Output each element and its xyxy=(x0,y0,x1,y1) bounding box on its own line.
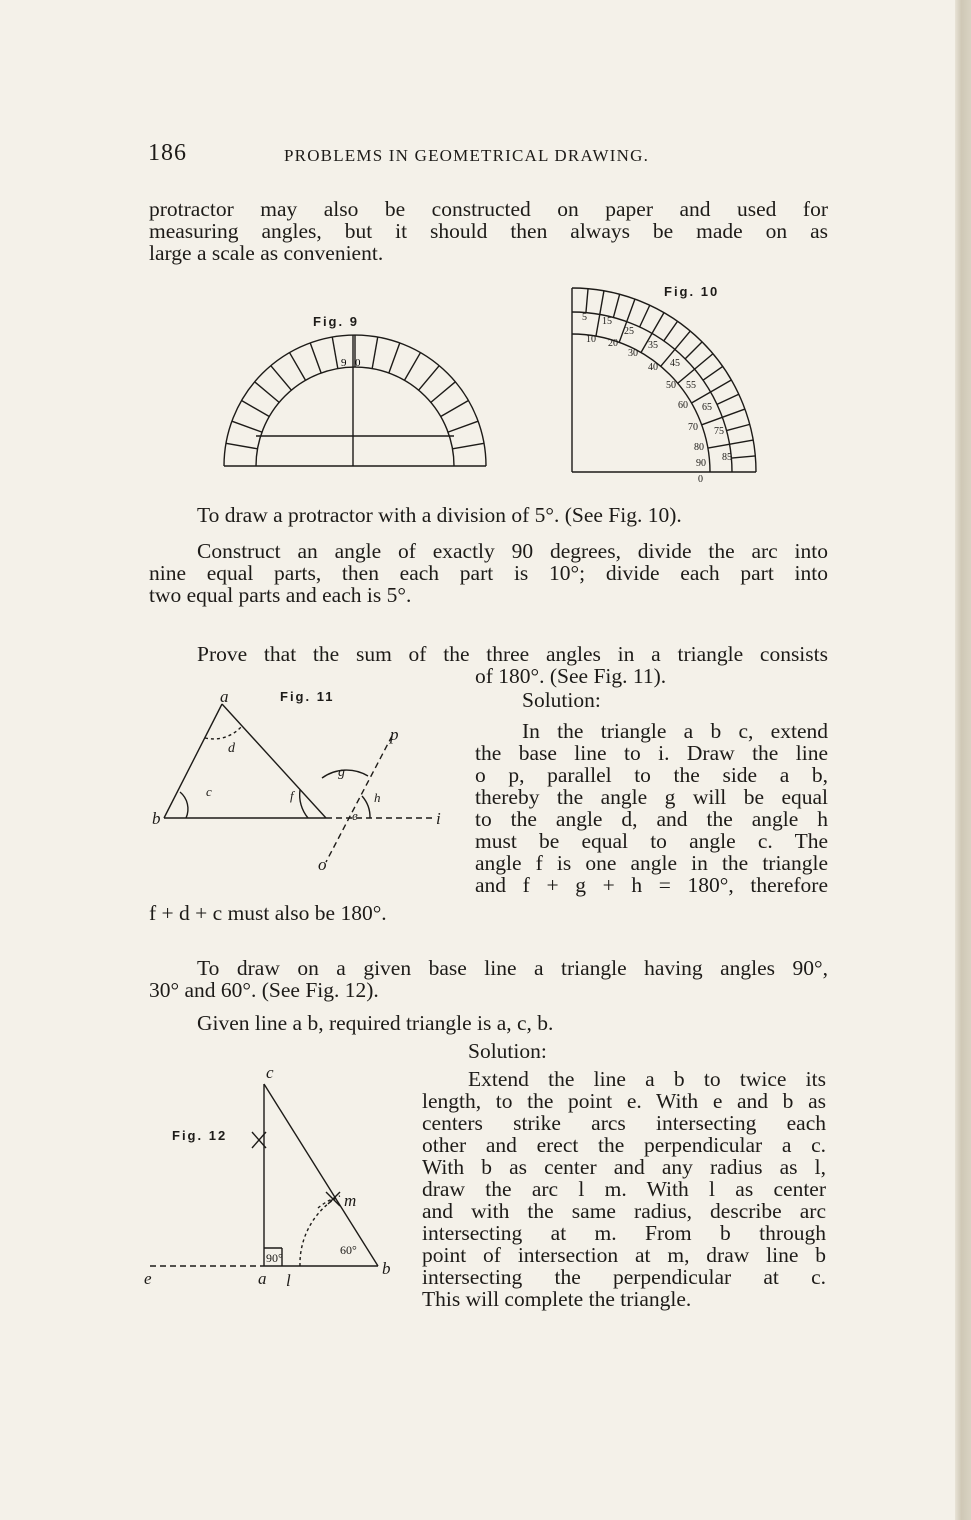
tick-label: 0 xyxy=(698,474,703,484)
text-line: length, to the point e. With e and b as xyxy=(422,1089,826,1113)
text-line: In the triangle a b c, extend xyxy=(522,719,828,743)
division-tick xyxy=(717,394,739,404)
tick-label: 20 xyxy=(608,338,618,349)
tick-label: 65 xyxy=(702,402,712,413)
text-line: With b as center and any radius as l, xyxy=(422,1155,826,1179)
section-title-continued: 30° and 60°. (See Fig. 12). xyxy=(149,978,379,1002)
label-m: m xyxy=(344,1191,357,1210)
division-tick xyxy=(685,342,702,359)
division-tick xyxy=(232,421,262,432)
label-p: p xyxy=(390,725,399,744)
tick-label: 50 xyxy=(666,380,676,391)
figure-caption: Fig. 9 xyxy=(313,314,359,329)
label-c: c xyxy=(266,1063,274,1082)
text-line: measuring angles, but it should then always be made on as xyxy=(149,219,828,243)
figure-11 xyxy=(150,686,460,882)
triangle-90-30-60-drawing xyxy=(140,1060,410,1290)
division-tick xyxy=(452,443,484,449)
division-tick xyxy=(372,337,378,369)
figure-caption: Fig. 11 xyxy=(280,689,335,704)
division-tick xyxy=(405,353,421,381)
label-c: c xyxy=(206,784,212,799)
running-head: PROBLEMS IN GEOMETRICAL DRAWING. xyxy=(284,146,650,165)
text-line: intersecting at m. From b through xyxy=(422,1221,826,1245)
text-line: point of intersection at m, draw line b xyxy=(422,1243,826,1267)
text-line: large a scale as convenient. xyxy=(149,241,384,265)
protractor-semicircle-drawing xyxy=(220,310,490,480)
tick-label: 5 xyxy=(582,312,587,323)
text-line: two equal parts and each is 5°. xyxy=(149,583,412,607)
label-h: h xyxy=(374,790,381,805)
text-line: nine equal parts, then each part is 10°; divide each part into xyxy=(149,561,828,585)
tick-label: 30 xyxy=(628,348,638,359)
division-tick xyxy=(678,354,713,384)
text-line: must be equal to angle c. The xyxy=(475,829,828,853)
label-d: d xyxy=(228,741,235,756)
text-line: draw the arc l m. With l as center xyxy=(422,1177,826,1201)
division-tick xyxy=(226,443,258,449)
label-f: f xyxy=(290,788,294,803)
tick-label: 45 xyxy=(670,358,680,369)
tick-label: 90 xyxy=(696,458,706,469)
page-number: 186 xyxy=(148,140,187,166)
text-line: This will complete the triangle. xyxy=(422,1287,692,1311)
text-line: angle f is one angle in the triangle xyxy=(475,851,828,875)
angle-60-label: 60° xyxy=(340,1243,357,1257)
division-tick xyxy=(271,366,292,391)
label-a: a xyxy=(220,687,229,706)
label-b: b xyxy=(152,809,161,828)
division-tick xyxy=(731,456,755,458)
label-i: i xyxy=(436,809,441,828)
label-b: b xyxy=(382,1259,391,1278)
division-tick xyxy=(703,366,723,380)
protractor-section xyxy=(149,504,828,606)
tick-label: 60 xyxy=(678,400,688,411)
tick-label: 55 xyxy=(686,380,696,391)
text-line: Extend the line a b to twice its xyxy=(468,1067,826,1091)
solution-label: Solution: xyxy=(522,688,601,712)
division-tick xyxy=(586,289,588,313)
angle-90-label: 90° xyxy=(266,1251,283,1265)
text-line: the base line to i. Draw the line xyxy=(475,741,828,765)
triangle-sum-drawing xyxy=(150,686,460,882)
tick-label: 15 xyxy=(602,316,612,327)
division-tick xyxy=(640,305,650,327)
closing-line: f + d + c must also be 180°. xyxy=(149,901,387,925)
figure-caption: Fig. 10 xyxy=(664,284,720,299)
division-tick xyxy=(419,366,440,391)
division-tick xyxy=(613,294,619,317)
text-line: o p, parallel to the side a b, xyxy=(475,763,828,787)
division-tick xyxy=(664,321,678,341)
intro-paragraph xyxy=(149,198,828,264)
tick-label: 85 xyxy=(722,452,732,463)
page-header xyxy=(148,140,828,170)
text-line: intersecting the perpendicular at c. xyxy=(422,1265,826,1289)
label-o: o xyxy=(318,855,327,874)
division-tick xyxy=(441,401,469,417)
tick-label: 10 xyxy=(586,334,596,345)
label-e: e xyxy=(144,1269,152,1288)
division-tick xyxy=(242,401,270,417)
section-title: To draw on a given base line a triangle having angles 90°, xyxy=(197,956,828,980)
label-a: a xyxy=(258,1269,267,1288)
fig9-label-0: 0 xyxy=(355,357,361,369)
division-tick xyxy=(431,382,456,403)
figure-10 xyxy=(568,284,768,484)
tick-label: 40 xyxy=(648,362,658,373)
figure-caption: Fig. 12 xyxy=(172,1128,228,1143)
division-tick xyxy=(332,337,338,369)
division-tick xyxy=(692,380,732,403)
division-tick xyxy=(310,343,321,373)
protractor-quarter-drawing xyxy=(568,284,768,484)
section-title-continued: of 180°. (See Fig. 11). xyxy=(475,664,667,688)
triangle-sum-solution xyxy=(475,720,828,896)
division-tick xyxy=(448,421,478,432)
text-line: to the angle d, and the angle h xyxy=(475,807,828,831)
section-title: To draw a protractor with a division of 5°. (See Fig. 10). xyxy=(197,503,682,527)
tick-label: 70 xyxy=(688,422,698,433)
page-edge xyxy=(955,0,971,1520)
fig9-label-9: 9 xyxy=(341,357,347,369)
text-line: protractor may also be constructed on paper and used for xyxy=(149,197,828,221)
label-e: e xyxy=(352,808,358,823)
label-g: g xyxy=(338,765,345,780)
tick-label: 35 xyxy=(648,340,658,351)
text-line: and with the same radius, describe arc xyxy=(422,1199,826,1223)
tick-label: 75 xyxy=(714,426,724,437)
division-tick xyxy=(255,382,280,403)
label-l: l xyxy=(286,1271,291,1290)
text-line: Construct an angle of exactly 90 degrees, divide the arc into xyxy=(197,539,828,563)
text-line: other and erect the perpendicular a c. xyxy=(422,1133,826,1157)
division-tick xyxy=(389,343,400,373)
solution-label: Solution: xyxy=(468,1039,547,1063)
figure-9 xyxy=(220,310,490,480)
division-tick xyxy=(290,353,306,381)
section-title: Prove that the sum of the three angles in a triangle consists xyxy=(197,642,828,666)
text-line: and f + g + h = 180°, therefore xyxy=(475,873,828,897)
triangle-90-solution xyxy=(422,1068,826,1310)
tick-label: 25 xyxy=(624,326,634,337)
text-line: centers strike arcs intersecting each xyxy=(422,1111,826,1135)
tick-label: 80 xyxy=(694,442,704,453)
given-line: Given line a b, required triangle is a, c, b. xyxy=(197,1011,554,1035)
division-tick xyxy=(727,424,750,430)
figure-12 xyxy=(140,1060,410,1290)
text-line: thereby the angle g will be equal xyxy=(475,785,828,809)
